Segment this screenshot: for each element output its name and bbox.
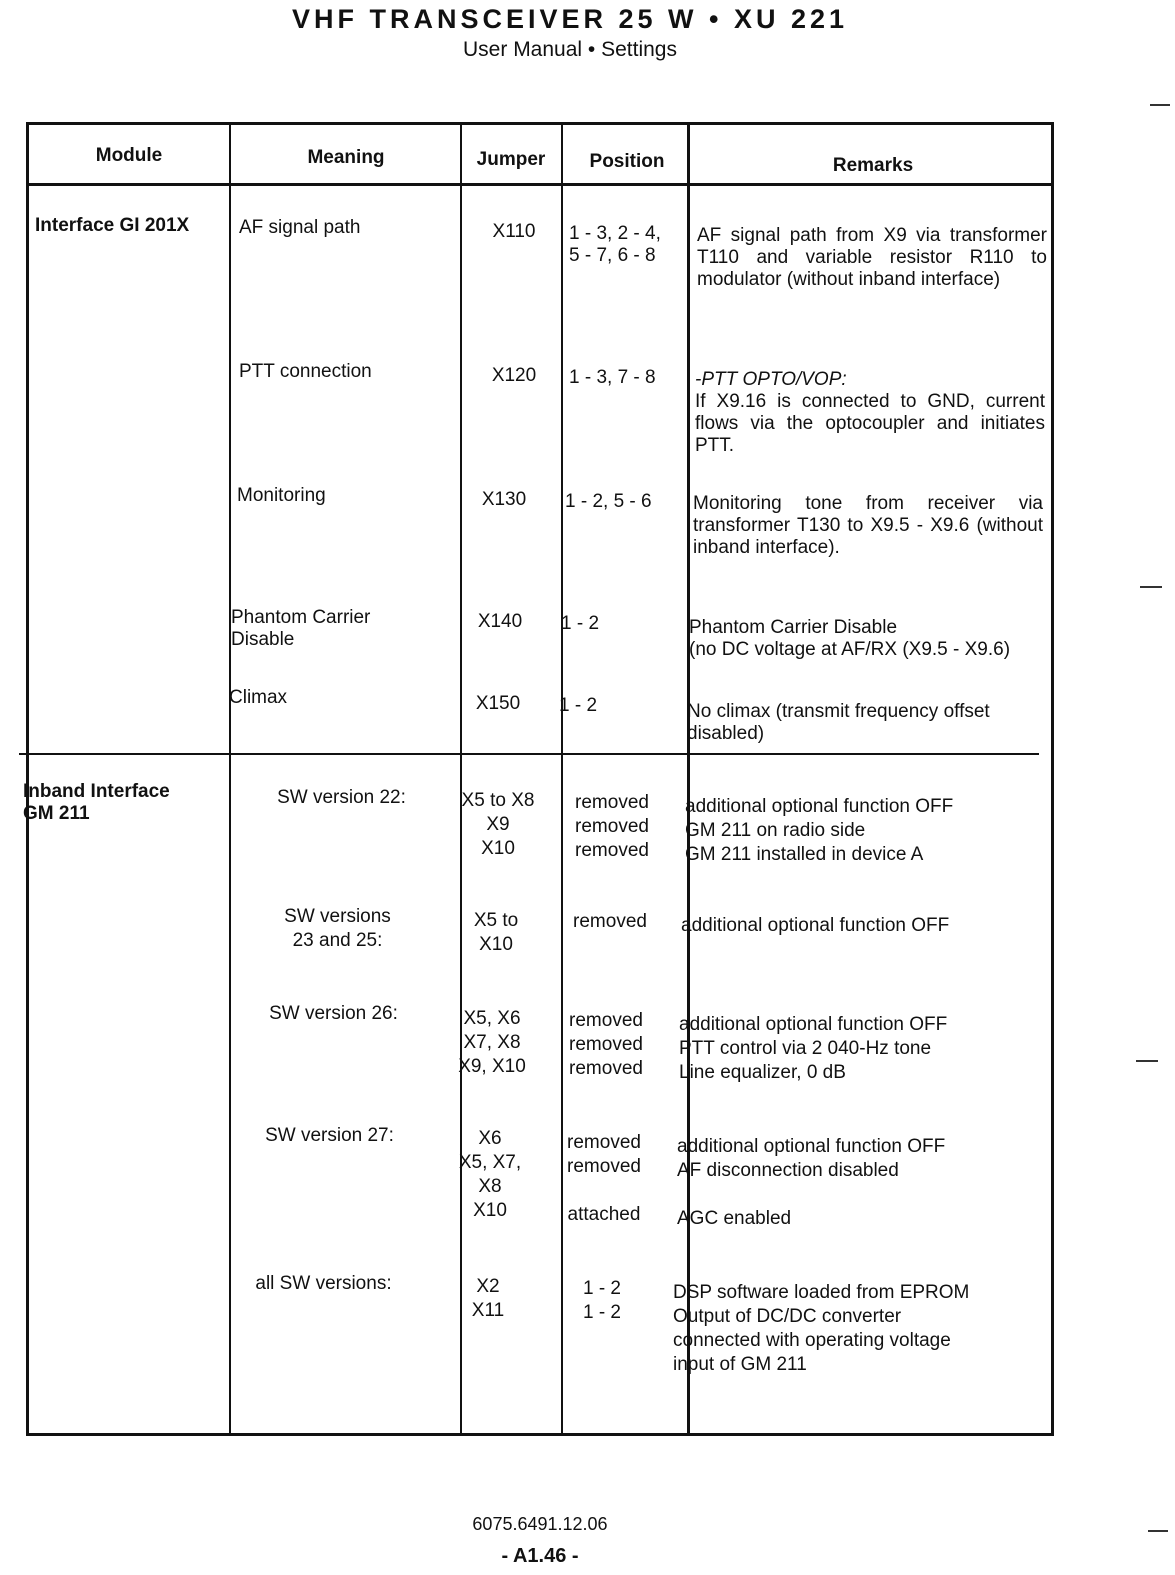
remarks-cell: If X9.16 is connected to GND, current flows via the optocoupler and initiates PTT. xyxy=(695,391,1045,456)
page-number: - A1.46 - xyxy=(501,1545,579,1567)
meaning-cell: SW version 27: xyxy=(265,1125,394,1146)
remarks-cell: DSP software loaded from EPROM Output of DC/DC converter connected with operating voltage input of GM 211 xyxy=(673,1282,970,1375)
col-header-meaning: Meaning xyxy=(307,147,385,168)
meaning-cell: SW versions 23 and 25: xyxy=(284,906,391,951)
remarks-cell: No climax (transmit frequency offset disabled) xyxy=(687,701,990,744)
col-divider-4 xyxy=(687,125,690,1435)
jumper-cell: X130 xyxy=(481,489,527,510)
jumper-cell: X110 xyxy=(492,221,536,242)
document-title: VHF TRANSCEIVER 25 W • XU 221 xyxy=(291,4,849,34)
position-cell: 1 - 3, 7 - 8 xyxy=(569,367,656,388)
header-divider xyxy=(29,183,1054,186)
meaning-cell: all SW versions: xyxy=(255,1273,392,1294)
position-cell: 1 - 3, 2 - 4, 5 - 7, 6 - 8 xyxy=(569,223,661,266)
position-cell: removed removed attached xyxy=(567,1132,641,1225)
remarks-cell: additional optional function OFF xyxy=(681,915,950,936)
col-header-position: Position xyxy=(589,151,665,172)
scan-mark xyxy=(1140,586,1162,588)
scan-mark xyxy=(1148,1530,1168,1532)
remarks-cell: Phantom Carrier Disable (no DC voltage at AF/RX (X9.5 - X9.6) xyxy=(689,617,1011,660)
position-cell: 1 - 2 1 - 2 xyxy=(582,1278,622,1323)
remarks-cell: AF signal path from X9 via transformer T110 and variable resistor R110 to modulator (without inband interface) xyxy=(697,225,1047,290)
meaning-cell: Monitoring xyxy=(237,485,326,506)
section-divider xyxy=(19,753,1039,755)
meaning-cell: Phantom Carrier Disable xyxy=(231,607,371,650)
col-divider-3 xyxy=(561,125,563,1435)
remarks-heading: -PTT OPTO/VOP: xyxy=(695,369,847,390)
meaning-cell: SW version 26: xyxy=(269,1003,398,1024)
col-header-jumper: Jumper xyxy=(476,149,546,170)
position-cell: 1 - 2, 5 - 6 xyxy=(565,491,652,512)
module-cell: Inband Interface GM 211 xyxy=(23,781,170,824)
settings-table xyxy=(23,122,1054,1436)
col-header-remarks: Remarks xyxy=(832,155,914,176)
position-cell: removed removed removed xyxy=(575,792,649,861)
jumper-cell: X5, X6 X7, X8 X9, X10 xyxy=(458,1008,526,1077)
jumper-cell: X6 X5, X7, X8 X10 xyxy=(458,1128,522,1221)
remarks-cell: additional optional function OFF GM 211 on radio side GM 211 installed in device A xyxy=(685,796,954,865)
meaning-cell: PTT connection xyxy=(239,361,372,382)
meaning-cell: AF signal path xyxy=(239,217,361,238)
position-cell: removed removed removed xyxy=(569,1010,643,1079)
document-code: 6075.6491.12.06 xyxy=(472,1514,608,1534)
remarks-cell: additional optional function OFF PTT control via 2 040-Hz tone Line equalizer, 0 dB xyxy=(679,1014,948,1083)
remarks-cell: Monitoring tone from receiver via transformer T130 to X9.5 - X9.6 (without inband interface). xyxy=(693,493,1043,558)
jumper-cell: X120 xyxy=(491,365,537,386)
document-subtitle: User Manual • Settings xyxy=(463,38,677,61)
module-cell: Interface GI 201X xyxy=(35,215,190,236)
position-cell: removed xyxy=(573,911,647,932)
meaning-cell: SW version 22: xyxy=(277,787,406,808)
jumper-cell: X150 xyxy=(475,693,521,714)
col-divider-1 xyxy=(229,125,231,1435)
jumper-cell: X2 X11 xyxy=(471,1276,505,1321)
col-header-module: Module xyxy=(95,145,163,166)
jumper-cell: X140 xyxy=(477,611,523,632)
remarks-cell: additional optional function OFF AF disconnection disabled AGC enabled xyxy=(677,1136,946,1229)
scan-mark xyxy=(1136,1060,1158,1062)
scan-mark xyxy=(1150,104,1170,106)
position-cell: 1 - 2 xyxy=(561,613,600,634)
jumper-cell: X5 to X8 X9 X10 xyxy=(461,790,535,859)
col-divider-2 xyxy=(460,125,462,1435)
jumper-cell: X5 to X10 xyxy=(473,910,519,955)
meaning-cell: Climax xyxy=(229,687,288,708)
position-cell: 1 - 2 xyxy=(559,695,598,716)
